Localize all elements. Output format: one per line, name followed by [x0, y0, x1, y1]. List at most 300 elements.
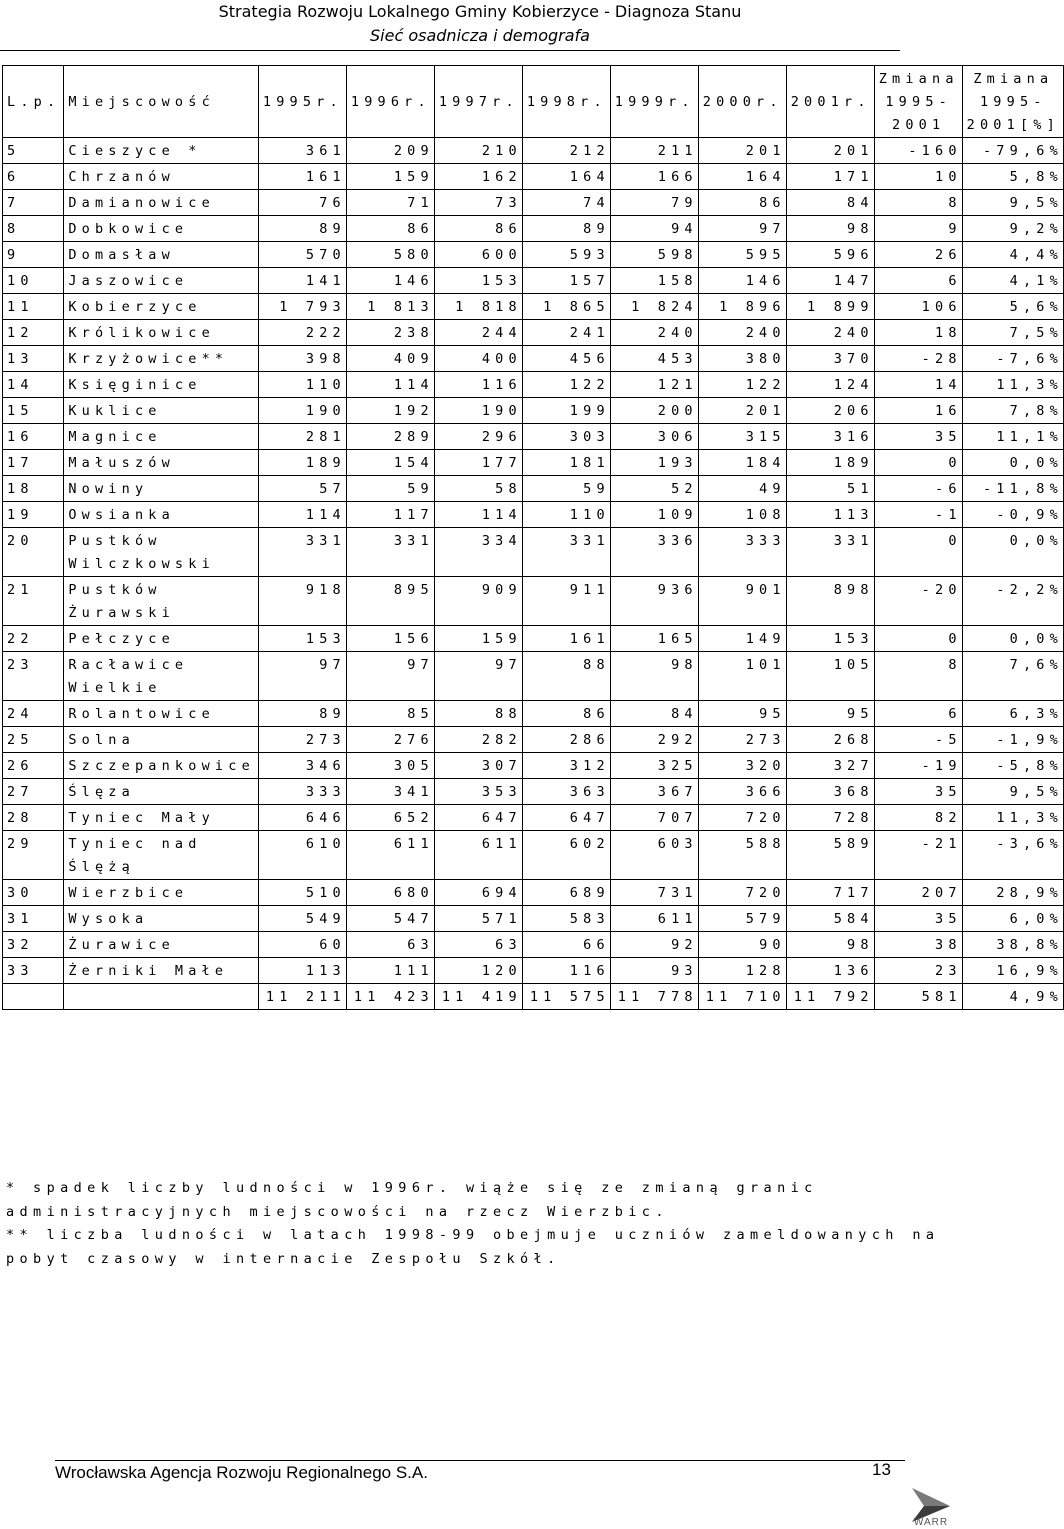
table-row: [3, 476, 1064, 502]
value-cell: 59: [346, 476, 434, 502]
locality-cell: Księginice: [64, 372, 259, 398]
row-number-cell: 18: [3, 476, 64, 502]
value-cell: 66: [522, 932, 610, 958]
value-cell: 400: [434, 346, 522, 372]
value-cell: 240: [698, 320, 786, 346]
value-cell: 11 423: [346, 984, 434, 1010]
value-cell: 171: [786, 164, 874, 190]
value-cell: 74: [522, 190, 610, 216]
value-cell: 98: [786, 932, 874, 958]
value-cell: 121: [610, 372, 698, 398]
value-cell: 588: [698, 831, 786, 880]
table-row: [3, 932, 1064, 958]
value-cell: 331: [346, 528, 434, 577]
value-cell: 49: [698, 476, 786, 502]
value-cell: 153: [786, 626, 874, 652]
value-cell: 92: [610, 932, 698, 958]
value-cell: 60: [258, 932, 346, 958]
row-number-cell: 29: [3, 831, 64, 880]
value-cell: 333: [698, 528, 786, 577]
value-cell: 731: [610, 880, 698, 906]
document-title: Strategia Rozwoju Lokalnego Gminy Kobierzyce - Diagnoza Stanu: [218, 2, 742, 21]
value-cell: -28: [874, 346, 962, 372]
value-cell: 580: [346, 242, 434, 268]
value-cell: 207: [874, 880, 962, 906]
value-cell: 201: [786, 138, 874, 164]
value-cell: 165: [610, 626, 698, 652]
table-row: [3, 138, 1064, 164]
value-cell: 97: [698, 216, 786, 242]
value-cell: 89: [258, 216, 346, 242]
value-cell: 334: [434, 528, 522, 577]
value-cell: 5,8%: [962, 164, 1063, 190]
locality-cell: Jaszowice: [64, 268, 259, 294]
row-number-cell: 26: [3, 753, 64, 779]
value-cell: 596: [786, 242, 874, 268]
value-cell: 331: [522, 528, 610, 577]
value-cell: -1,9%: [962, 727, 1063, 753]
table-row: [3, 242, 1064, 268]
value-cell: 149: [698, 626, 786, 652]
value-cell: 136: [786, 958, 874, 984]
value-cell: 549: [258, 906, 346, 932]
value-cell: 286: [522, 727, 610, 753]
value-cell: 652: [346, 805, 434, 831]
value-cell: 7,8%: [962, 398, 1063, 424]
value-cell: 898: [786, 577, 874, 626]
value-cell: 936: [610, 577, 698, 626]
locality-cell: Chrzanów: [64, 164, 259, 190]
value-cell: 159: [434, 626, 522, 652]
table-header: [3, 66, 1064, 138]
table-row: [3, 727, 1064, 753]
value-cell: 453: [610, 346, 698, 372]
value-cell: 7,6%: [962, 652, 1063, 701]
value-cell: -79,6%: [962, 138, 1063, 164]
value-cell: 327: [786, 753, 874, 779]
value-cell: 146: [346, 268, 434, 294]
value-cell: 325: [610, 753, 698, 779]
value-cell: 120: [434, 958, 522, 984]
value-cell: 241: [522, 320, 610, 346]
value-cell: 333: [258, 779, 346, 805]
locality-cell: Solna: [64, 727, 259, 753]
value-cell: 95: [698, 701, 786, 727]
value-cell: -1: [874, 502, 962, 528]
value-cell: 124: [786, 372, 874, 398]
value-cell: -21: [874, 831, 962, 880]
value-cell: 159: [346, 164, 434, 190]
value-cell: 707: [610, 805, 698, 831]
value-cell: 276: [346, 727, 434, 753]
table-row: [3, 577, 1064, 626]
locality-cell: Królikowice: [64, 320, 259, 346]
value-cell: -3,6%: [962, 831, 1063, 880]
row-number-cell: 33: [3, 958, 64, 984]
value-cell: 909: [434, 577, 522, 626]
value-cell: 680: [346, 880, 434, 906]
row-number-cell: 19: [3, 502, 64, 528]
value-cell: 918: [258, 577, 346, 626]
value-cell: 109: [610, 502, 698, 528]
column-header: 1998r.: [522, 66, 610, 138]
value-cell: 113: [786, 502, 874, 528]
value-cell: 1 899: [786, 294, 874, 320]
row-number-cell: 5: [3, 138, 64, 164]
value-cell: 268: [786, 727, 874, 753]
value-cell: 595: [698, 242, 786, 268]
table-row: [3, 294, 1064, 320]
value-cell: 9,5%: [962, 779, 1063, 805]
value-cell: 193: [610, 450, 698, 476]
value-cell: 9: [874, 216, 962, 242]
value-cell: 583: [522, 906, 610, 932]
value-cell: 0,0%: [962, 528, 1063, 577]
value-cell: 38: [874, 932, 962, 958]
value-cell: 717: [786, 880, 874, 906]
value-cell: 114: [258, 502, 346, 528]
value-cell: 90: [698, 932, 786, 958]
value-cell: 11 575: [522, 984, 610, 1010]
row-number-cell: 21: [3, 577, 64, 626]
value-cell: 1 865: [522, 294, 610, 320]
value-cell: 189: [258, 450, 346, 476]
value-cell: 0: [874, 626, 962, 652]
table-row: [3, 906, 1064, 932]
value-cell: 222: [258, 320, 346, 346]
value-cell: 82: [874, 805, 962, 831]
document-subtitle: Sieć osadnicza i demografa: [370, 26, 590, 45]
value-cell: 4,9%: [962, 984, 1063, 1010]
row-number-cell: 8: [3, 216, 64, 242]
footnotes: [6, 1177, 946, 1271]
value-cell: 353: [434, 779, 522, 805]
value-cell: 157: [522, 268, 610, 294]
value-cell: 0,0%: [962, 626, 1063, 652]
row-number-cell: 10: [3, 268, 64, 294]
locality-cell: Rolantowice: [64, 701, 259, 727]
value-cell: 164: [522, 164, 610, 190]
value-cell: 603: [610, 831, 698, 880]
value-cell: 158: [610, 268, 698, 294]
table-header-row: [3, 66, 1064, 138]
row-number-cell: 16: [3, 424, 64, 450]
value-cell: 282: [434, 727, 522, 753]
value-cell: 141: [258, 268, 346, 294]
table-row: [3, 880, 1064, 906]
row-number-cell: 22: [3, 626, 64, 652]
row-number-cell: 17: [3, 450, 64, 476]
value-cell: 122: [698, 372, 786, 398]
locality-cell: Żurawice: [64, 932, 259, 958]
value-cell: 6,3%: [962, 701, 1063, 727]
table-row: [3, 346, 1064, 372]
value-cell: 11 419: [434, 984, 522, 1010]
row-number-cell: 30: [3, 880, 64, 906]
population-table: [2, 65, 1064, 1010]
value-cell: 38,8%: [962, 932, 1063, 958]
value-cell: 23: [874, 958, 962, 984]
value-cell: 177: [434, 450, 522, 476]
row-number-cell: 28: [3, 805, 64, 831]
value-cell: 11,3%: [962, 805, 1063, 831]
value-cell: 456: [522, 346, 610, 372]
table-row: [3, 701, 1064, 727]
locality-cell: Kuklice: [64, 398, 259, 424]
page-number: 13: [872, 1460, 891, 1479]
value-cell: 51: [786, 476, 874, 502]
value-cell: 93: [610, 958, 698, 984]
locality-cell: Cieszyce *: [64, 138, 259, 164]
locality-cell: Wierzbice: [64, 880, 259, 906]
locality-cell: Żerniki Małe: [64, 958, 259, 984]
row-number-cell: 9: [3, 242, 64, 268]
value-cell: -11,8%: [962, 476, 1063, 502]
value-cell: 689: [522, 880, 610, 906]
value-cell: 1 824: [610, 294, 698, 320]
value-cell: 366: [698, 779, 786, 805]
value-cell: 1 896: [698, 294, 786, 320]
value-cell: 86: [698, 190, 786, 216]
value-cell: 181: [522, 450, 610, 476]
value-cell: 331: [258, 528, 346, 577]
value-cell: 610: [258, 831, 346, 880]
table-row: [3, 831, 1064, 880]
column-header: L.p.: [3, 66, 64, 138]
row-number-cell: 15: [3, 398, 64, 424]
value-cell: 9,2%: [962, 216, 1063, 242]
footer-organization: Wrocławska Agencja Rozwoju Regionalnego S.A.: [55, 1463, 428, 1482]
footer-divider: [55, 1460, 905, 1461]
value-cell: 593: [522, 242, 610, 268]
table-row: [3, 779, 1064, 805]
value-cell: 380: [698, 346, 786, 372]
value-cell: 11,1%: [962, 424, 1063, 450]
value-cell: 71: [346, 190, 434, 216]
locality-cell: Damianowice: [64, 190, 259, 216]
table-row: [3, 805, 1064, 831]
value-cell: 184: [698, 450, 786, 476]
value-cell: 101: [698, 652, 786, 701]
value-cell: 363: [522, 779, 610, 805]
locality-cell: Kobierzyce: [64, 294, 259, 320]
value-cell: 84: [610, 701, 698, 727]
value-cell: 97: [434, 652, 522, 701]
value-cell: 901: [698, 577, 786, 626]
column-header: 2001r.: [786, 66, 874, 138]
value-cell: 720: [698, 880, 786, 906]
value-cell: 292: [610, 727, 698, 753]
value-cell: 110: [258, 372, 346, 398]
value-cell: 611: [610, 906, 698, 932]
value-cell: 201: [698, 398, 786, 424]
value-cell: 97: [258, 652, 346, 701]
value-cell: -5: [874, 727, 962, 753]
value-cell: 510: [258, 880, 346, 906]
value-cell: 94: [610, 216, 698, 242]
value-cell: 122: [522, 372, 610, 398]
value-cell: 320: [698, 753, 786, 779]
footnote-2: ** liczba ludności w latach 1998-99 obejmuje uczniów zameldowanych na pobyt czasowy w internacie Zespołu Szkół.: [6, 1227, 940, 1267]
value-cell: 26: [874, 242, 962, 268]
locality-cell: Pustków Wilczkowski: [64, 528, 259, 577]
value-cell: 305: [346, 753, 434, 779]
value-cell: 11 792: [786, 984, 874, 1010]
locality-cell: Domasław: [64, 242, 259, 268]
value-cell: 146: [698, 268, 786, 294]
value-cell: 147: [786, 268, 874, 294]
value-cell: 8: [874, 652, 962, 701]
value-cell: 114: [346, 372, 434, 398]
table-row: [3, 372, 1064, 398]
row-number-cell: 13: [3, 346, 64, 372]
value-cell: 647: [522, 805, 610, 831]
value-cell: 694: [434, 880, 522, 906]
value-cell: 97: [346, 652, 434, 701]
value-cell: 728: [786, 805, 874, 831]
value-cell: 911: [522, 577, 610, 626]
value-cell: 579: [698, 906, 786, 932]
value-cell: 16,9%: [962, 958, 1063, 984]
value-cell: 9,5%: [962, 190, 1063, 216]
row-number-cell: 11: [3, 294, 64, 320]
value-cell: 95: [786, 701, 874, 727]
value-cell: 161: [258, 164, 346, 190]
column-header: 1996r.: [346, 66, 434, 138]
value-cell: 589: [786, 831, 874, 880]
value-cell: 571: [434, 906, 522, 932]
footnote-1: * spadek liczby ludności w 1996r. wiąże się ze zmianą granic administracyjnych miejscowości na rzecz Wierzbic.: [6, 1180, 818, 1220]
value-cell: 28,9%: [962, 880, 1063, 906]
value-cell: 117: [346, 502, 434, 528]
value-cell: 646: [258, 805, 346, 831]
value-cell: 315: [698, 424, 786, 450]
value-cell: 331: [786, 528, 874, 577]
value-cell: 547: [346, 906, 434, 932]
value-cell: 85: [346, 701, 434, 727]
table-row: [3, 958, 1064, 984]
value-cell: -160: [874, 138, 962, 164]
value-cell: 116: [434, 372, 522, 398]
value-cell: 11 211: [258, 984, 346, 1010]
value-cell: 303: [522, 424, 610, 450]
value-cell: 581: [874, 984, 962, 1010]
value-cell: 89: [522, 216, 610, 242]
column-header: 1999r.: [610, 66, 698, 138]
row-number-cell: 20: [3, 528, 64, 577]
value-cell: 0,0%: [962, 450, 1063, 476]
value-cell: 156: [346, 626, 434, 652]
value-cell: 98: [610, 652, 698, 701]
value-cell: 18: [874, 320, 962, 346]
value-cell: 206: [786, 398, 874, 424]
value-cell: 211: [610, 138, 698, 164]
value-cell: 111: [346, 958, 434, 984]
value-cell: -19: [874, 753, 962, 779]
row-number-cell: 7: [3, 190, 64, 216]
table-row: [3, 984, 1064, 1010]
value-cell: 361: [258, 138, 346, 164]
value-cell: 63: [434, 932, 522, 958]
table-row: [3, 652, 1064, 701]
value-cell: 1 813: [346, 294, 434, 320]
locality-cell: Owsianka: [64, 502, 259, 528]
value-cell: 88: [522, 652, 610, 701]
value-cell: 98: [786, 216, 874, 242]
value-cell: 8: [874, 190, 962, 216]
value-cell: 200: [610, 398, 698, 424]
value-cell: 11,3%: [962, 372, 1063, 398]
value-cell: 336: [610, 528, 698, 577]
table-row: [3, 528, 1064, 577]
value-cell: -6: [874, 476, 962, 502]
value-cell: 398: [258, 346, 346, 372]
value-cell: 307: [434, 753, 522, 779]
value-cell: 89: [258, 701, 346, 727]
value-cell: 611: [434, 831, 522, 880]
locality-cell: Tyniec Mały: [64, 805, 259, 831]
value-cell: 312: [522, 753, 610, 779]
row-number-cell: 25: [3, 727, 64, 753]
value-cell: 598: [610, 242, 698, 268]
value-cell: 88: [434, 701, 522, 727]
value-cell: 210: [434, 138, 522, 164]
value-cell: 116: [522, 958, 610, 984]
value-cell: 240: [786, 320, 874, 346]
locality-cell: [64, 984, 259, 1010]
value-cell: 153: [434, 268, 522, 294]
table-row: [3, 502, 1064, 528]
value-cell: 57: [258, 476, 346, 502]
locality-cell: Magnice: [64, 424, 259, 450]
row-number-cell: 24: [3, 701, 64, 727]
value-cell: 161: [522, 626, 610, 652]
value-cell: 86: [434, 216, 522, 242]
value-cell: 128: [698, 958, 786, 984]
value-cell: 6: [874, 701, 962, 727]
value-cell: 201: [698, 138, 786, 164]
table-row: [3, 626, 1064, 652]
value-cell: 108: [698, 502, 786, 528]
value-cell: 86: [522, 701, 610, 727]
locality-cell: Racławice Wielkie: [64, 652, 259, 701]
value-cell: 570: [258, 242, 346, 268]
table-row: [3, 190, 1064, 216]
value-cell: 647: [434, 805, 522, 831]
value-cell: 6: [874, 268, 962, 294]
locality-cell: Szczepankowice: [64, 753, 259, 779]
value-cell: 273: [258, 727, 346, 753]
locality-cell: Wysoka: [64, 906, 259, 932]
value-cell: 0: [874, 528, 962, 577]
value-cell: 240: [610, 320, 698, 346]
column-header: 1997r.: [434, 66, 522, 138]
value-cell: 238: [346, 320, 434, 346]
value-cell: 63: [346, 932, 434, 958]
value-cell: 59: [522, 476, 610, 502]
locality-cell: Dobkowice: [64, 216, 259, 242]
value-cell: 4,4%: [962, 242, 1063, 268]
row-number-cell: 31: [3, 906, 64, 932]
column-header: 2000r.: [698, 66, 786, 138]
row-number-cell: 23: [3, 652, 64, 701]
locality-cell: Ślęza: [64, 779, 259, 805]
row-number-cell: 12: [3, 320, 64, 346]
value-cell: -0,9%: [962, 502, 1063, 528]
table-row: [3, 753, 1064, 779]
value-cell: 164: [698, 164, 786, 190]
value-cell: 296: [434, 424, 522, 450]
